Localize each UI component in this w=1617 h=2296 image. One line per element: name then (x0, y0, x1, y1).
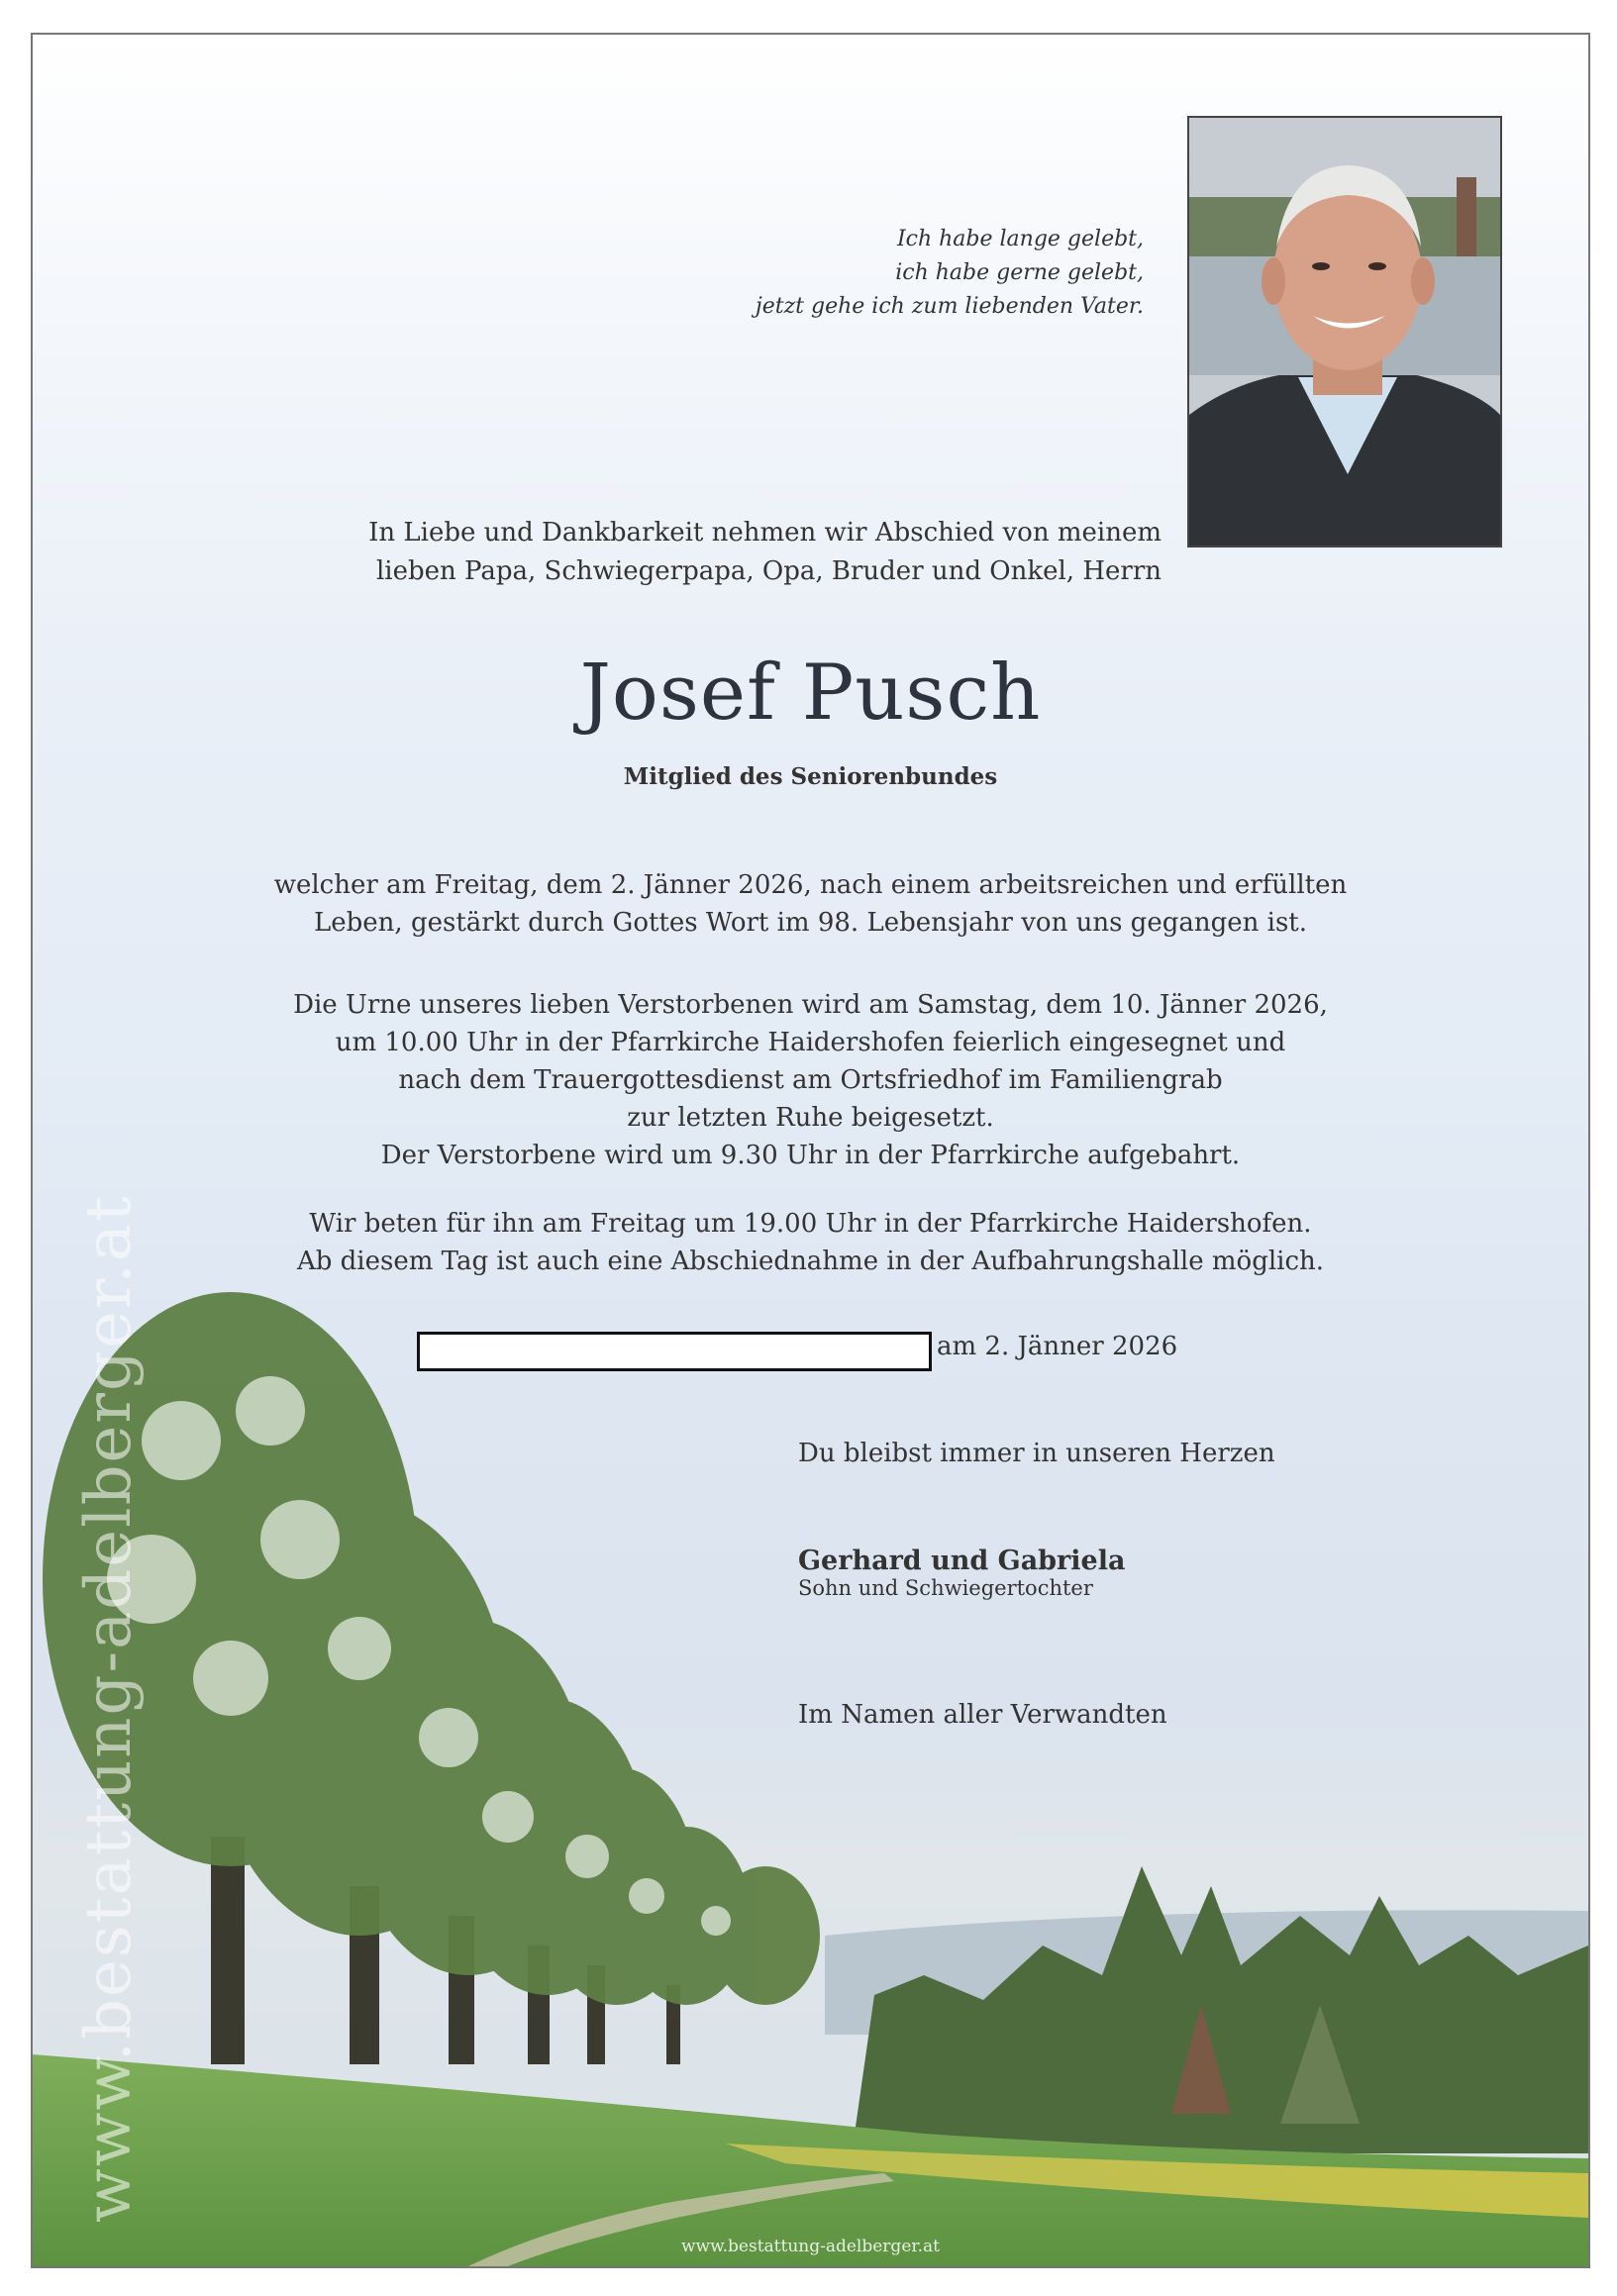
paragraph-line: Die Urne unseres lieben Verstorbenen wird am Samstag, dem 10. Jänner 2026, (293, 990, 1328, 1020)
intro-line: lieben Papa, Schwiegerpapa, Opa, Bruder und Onkel, Herrn (375, 556, 1162, 586)
footer-url: www.bestattung-adelberger.at (680, 2237, 941, 2256)
intro-line: In Liebe und Dankbarkeit nehmen wir Abschied von meinem (368, 518, 1162, 548)
deceased-name: Josef Pusch (579, 649, 1042, 738)
signer-name: Gerhard und Gabriela (798, 1546, 1126, 1576)
signer-block (798, 1546, 1125, 1600)
funeral-paragraph (132, 986, 1489, 1174)
paragraph-line: welcher am Freitag, dem 2. Jänner 2026, nach einem arbeitsreichen und erfüllten (273, 870, 1348, 900)
paragraph-line: zur letzten Ruhe beigesetzt. (627, 1103, 994, 1133)
closing-line: Du bleibst immer in unseren Herzen (798, 1439, 1275, 1468)
death-paragraph (132, 866, 1489, 942)
paragraph-line: um 10.00 Uhr in der Pfarrkirche Haidershofen feierlich eingesegnet und (335, 1028, 1286, 1057)
paragraph-line: Der Verstorbene wird um 9.30 Uhr in der Pfarrkirche aufgebahrt. (380, 1141, 1241, 1170)
side-watermark: www.bestattung-adelberger.at (72, 1194, 146, 2223)
motto-line: Ich habe lange gelebt, (896, 227, 1144, 251)
deceased-membership: Mitglied des Seniorenbundes (623, 763, 998, 790)
paragraph-line: Wir beten für ihn am Freitag um 19.00 Uhr in der Pfarrkirche Haidershofen. (309, 1209, 1312, 1239)
prayer-paragraph (132, 1205, 1489, 1280)
portrait-photo (1187, 116, 1502, 548)
intro-text (231, 514, 1162, 591)
signer-role: Sohn und Schwiegertochter (798, 1576, 1093, 1600)
place-date: am 2. Jänner 2026 (937, 1332, 1178, 1361)
redacted-place-box (417, 1332, 932, 1371)
motto-line: jetzt gehe ich zum liebenden Vater. (755, 294, 1144, 319)
paragraph-line: Leben, gestärkt durch Gottes Wort im 98. Lebensjahr von uns gegangen ist. (313, 908, 1308, 938)
relatives-line: Im Namen aller Verwandten (798, 1700, 1167, 1730)
parte-sheet (31, 33, 1590, 2268)
motto-line: ich habe gerne gelebt, (895, 260, 1144, 285)
paragraph-line: nach dem Trauergottesdienst am Ortsfriedhof im Familiengrab (398, 1065, 1223, 1095)
paragraph-line: Ab diesem Tag ist auch eine Abschiednahme in der Aufbahrungshalle möglich. (296, 1247, 1325, 1276)
motto-verse (649, 223, 1144, 324)
